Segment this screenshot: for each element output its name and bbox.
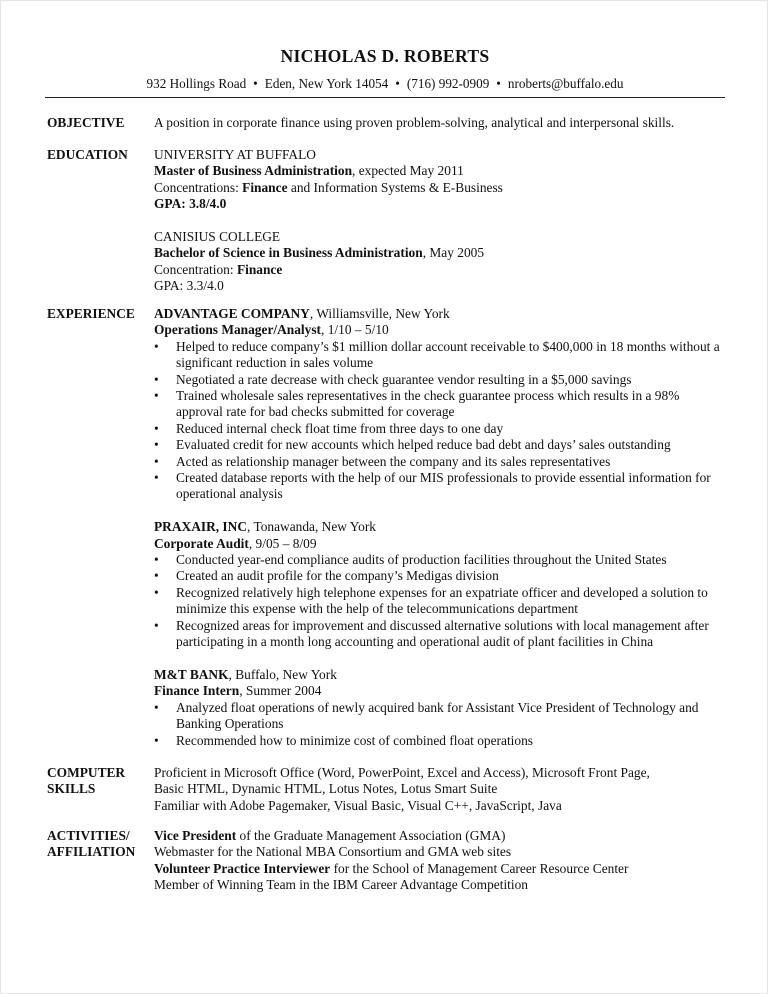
company-location: , Tonawanda, New York xyxy=(247,519,376,535)
bullet-icon: • xyxy=(154,371,159,387)
bullet-icon: • xyxy=(154,453,159,469)
skills-line: Proficient in Microsoft Office (Word, PowerPoint, Excel and Access), Microsoft Front Page, xyxy=(154,765,650,780)
activity-text: for the School of Management Career Resource Center xyxy=(330,860,629,876)
job-title: Operations Manager/Analyst xyxy=(154,322,322,338)
resume-name: NICHOLAS D. ROBERTS xyxy=(280,46,490,66)
objective-text: A position in corporate finance using proven problem-solving, analytical and interpersonal skills. xyxy=(154,115,675,130)
bullet-item: • Acted as relationship manager between the company and its sales representatives xyxy=(154,453,611,469)
degree: Master of Business Administration xyxy=(154,163,353,179)
company-name: PRAXAIR, INC xyxy=(154,519,247,535)
company-line xyxy=(154,306,729,322)
education-entry xyxy=(154,229,729,295)
spacer xyxy=(154,651,729,667)
bullet-icon: • xyxy=(154,699,159,715)
bullet-item: • Negotiated a rate decrease with check guarantee vendor resulting in a $5,000 savings xyxy=(154,371,632,387)
concentration-line xyxy=(154,262,729,278)
bullet-icon: • xyxy=(154,568,159,584)
label-line: ACTIVITIES/ xyxy=(47,828,130,843)
section-label-computer-skills xyxy=(47,765,151,798)
job-dates: , Summer 2004 xyxy=(239,683,322,699)
bullet-item: • Helped to reduce company’s $1 million dollar account receivable to $400,000 in 18 months without a significant reduction in sales volume xyxy=(154,338,720,371)
separator-dot: • xyxy=(253,76,258,91)
company-line xyxy=(154,519,729,535)
gpa-value: GPA: 3.8/4.0 xyxy=(154,196,227,212)
contact-city: Eden, New York 14054 xyxy=(264,76,389,91)
contact-phone: (716) 992-0909 xyxy=(406,76,490,91)
job-entry xyxy=(154,306,729,503)
bullet-item: • Analyzed float operations of newly acquired bank for Assistant Vice President of Technology and Banking Operations xyxy=(154,699,699,732)
school-name: UNIVERSITY AT BUFFALO xyxy=(154,147,316,162)
school-name: CANISIUS COLLEGE xyxy=(154,229,281,245)
contact-line xyxy=(1,76,768,92)
bullet-item: • Conducted year-end compliance audits of production facilities throughout the United States xyxy=(154,552,667,568)
activity-text: of the Graduate Management Association (GMA) xyxy=(236,828,506,843)
activity-role: Vice President xyxy=(154,828,237,843)
bullet-icon: • xyxy=(154,732,159,748)
degree: Bachelor of Science in Business Administration xyxy=(154,245,423,261)
section-label-objective: OBJECTIVE xyxy=(47,115,125,130)
label-line: AFFILIATION xyxy=(47,844,136,860)
spacer xyxy=(154,213,729,229)
gpa xyxy=(154,278,729,294)
bullet-icon: • xyxy=(154,584,159,600)
concentration-main: Finance xyxy=(236,261,283,277)
bullet-icon: • xyxy=(154,338,159,354)
education-content xyxy=(154,147,729,295)
bullet-list xyxy=(154,339,729,503)
education-entry xyxy=(154,147,729,213)
bullet-item: • Recognized areas for improvement and discussed alternative solutions with local management after participating in a month long accounting and operational audit of plant facilities in China xyxy=(154,617,709,650)
job-dates: , 9/05 – 8/09 xyxy=(248,535,317,551)
company-name: ADVANTAGE COMPANY xyxy=(154,306,310,321)
skills-line: Familiar with Adobe Pagemaker, Visual Basic, Visual C++, JavaScript, Java xyxy=(154,797,562,813)
concentration-main: Finance xyxy=(242,179,288,195)
spacer xyxy=(154,503,729,519)
gpa-value: GPA: 3.3/4.0 xyxy=(154,278,224,294)
concentration-rest: and Information Systems & E-Business xyxy=(287,179,503,195)
contact-email: nroberts@buffalo.edu xyxy=(507,76,624,91)
job-title: Corporate Audit xyxy=(154,535,249,551)
activity-item xyxy=(154,844,729,860)
bullet-item: • Recommended how to minimize cost of combined float operations xyxy=(154,732,533,748)
header-divider xyxy=(45,97,725,98)
job-title-line xyxy=(154,322,729,338)
bullet-item: • Recognized relatively high telephone expenses for an expatriate officer and developed a solution to minimize this expense with the help of the telecommunications department xyxy=(154,584,708,617)
company-location: , Williamsville, New York xyxy=(309,306,450,321)
section-label-experience: EXPERIENCE xyxy=(47,306,135,321)
bullet-icon: • xyxy=(154,420,159,436)
label-line: COMPUTER xyxy=(47,765,126,780)
activity-item xyxy=(154,828,729,844)
separator-dot: • xyxy=(496,76,501,91)
company-line xyxy=(154,667,729,683)
job-title: Finance Intern xyxy=(154,683,240,699)
bullet-item: • Created database reports with the help of our MIS professionals to provide essential information for operational analysis xyxy=(154,470,711,502)
gpa xyxy=(154,196,729,212)
separator-dot: • xyxy=(395,76,400,91)
contact-address: 932 Hollings Road xyxy=(146,76,247,91)
concentration-label: Concentrations: xyxy=(154,179,243,195)
bullet-item: • Trained wholesale sales representatives in the check guarantee process which results in a 98% approval rate for bad checks submitted for coverage xyxy=(154,388,680,420)
bullet-icon: • xyxy=(154,617,159,633)
activity-item xyxy=(154,861,729,877)
concentration-line xyxy=(154,180,729,196)
job-dates: , 1/10 – 5/10 xyxy=(321,322,389,338)
label-line: SKILLS xyxy=(47,781,96,797)
experience-content xyxy=(154,306,729,749)
bullet-list xyxy=(154,700,729,749)
activities-content xyxy=(154,828,729,894)
activity-text: Webmaster for the National MBA Consortium and GMA web sites xyxy=(154,844,512,860)
skills-line: Basic HTML, Dynamic HTML, Lotus Notes, Lotus Smart Suite xyxy=(154,781,498,797)
bullet-icon: • xyxy=(154,470,159,486)
degree-line xyxy=(154,245,729,261)
job-title-line xyxy=(154,536,729,552)
degree-line xyxy=(154,163,729,179)
concentration-label: Concentration: xyxy=(154,261,237,277)
activity-role: Volunteer Practice Interviewer xyxy=(154,860,331,876)
bullet-icon: • xyxy=(154,552,159,568)
bullet-item: • Evaluated credit for new accounts which helped reduce bad debt and days’ sales outstanding xyxy=(154,437,671,453)
job-entry xyxy=(154,519,729,650)
job-entry xyxy=(154,667,729,749)
degree-date: , expected May 2011 xyxy=(352,163,464,179)
company-name: M&T BANK xyxy=(154,666,229,682)
degree-date: , May 2005 xyxy=(422,245,485,261)
bullet-item: • Created an audit profile for the company’s Medigas division xyxy=(154,568,499,584)
activity-item xyxy=(154,877,729,893)
computer-skills-content xyxy=(154,765,729,814)
section-label-activities xyxy=(47,828,151,861)
bullet-icon: • xyxy=(154,437,159,453)
bullet-icon: • xyxy=(154,388,159,404)
activity-text: Member of Winning Team in the IBM Career Advantage Competition xyxy=(154,877,529,893)
bullet-list xyxy=(154,552,729,650)
bullet-item: • Reduced internal check float time from three days to one day xyxy=(154,420,504,436)
company-location: , Buffalo, New York xyxy=(228,666,337,682)
section-label-education: EDUCATION xyxy=(47,147,128,162)
job-title-line xyxy=(154,683,729,699)
